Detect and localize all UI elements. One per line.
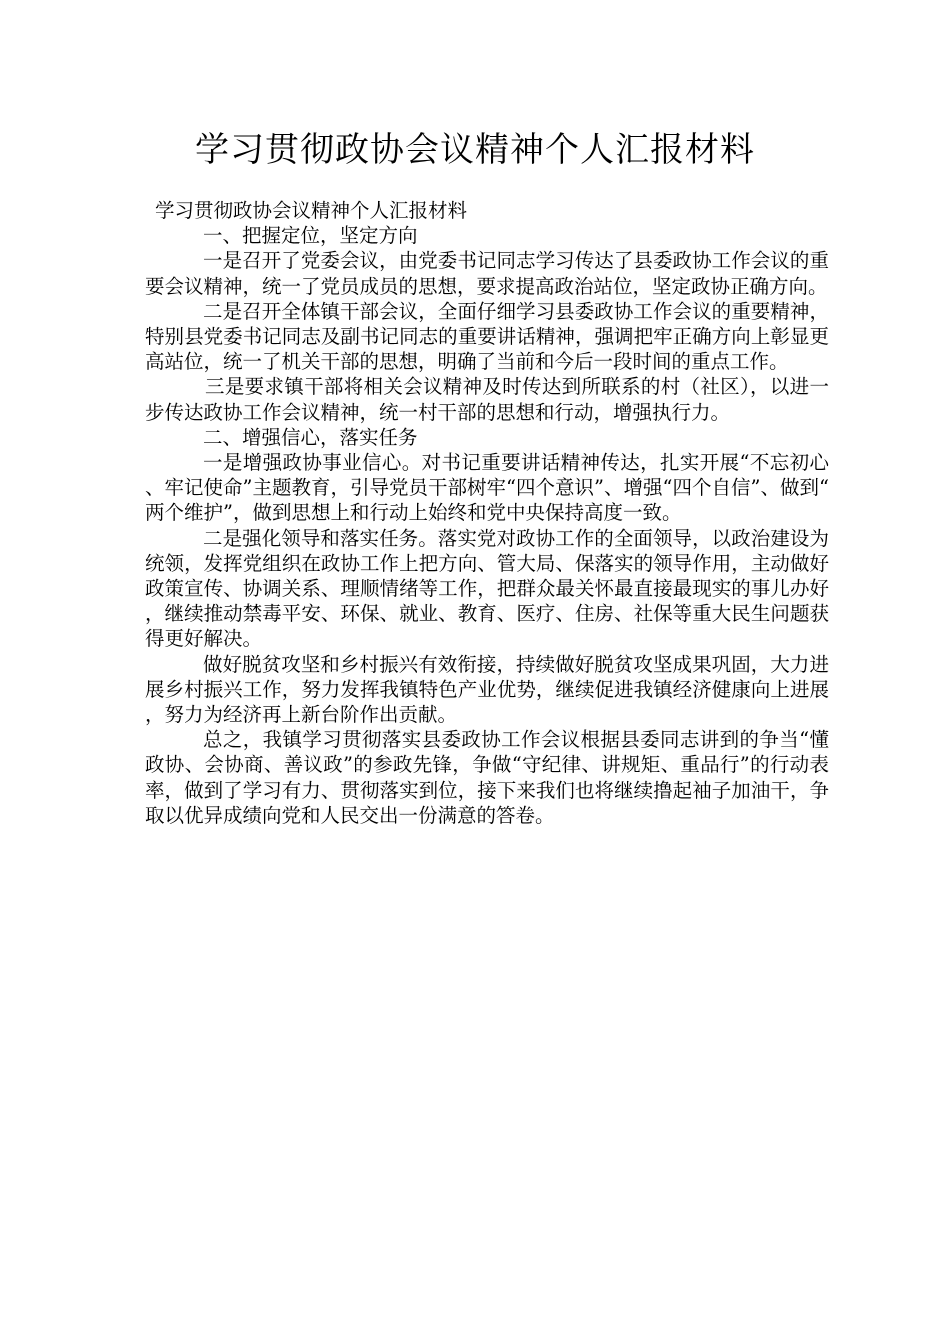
section-heading-1: 一、把握定位，坚定方向 [203,224,418,248]
document-subtitle: 学习贯彻政协会议精神个人汇报材料 [155,199,468,222]
paragraph-5: 二是强化领导和落实任务。落实党对政协工作的全面领导，以政治建设为统领，发挥党组织在政协工作上把方向、管大局、保落实的领导作用，主动做好政策宣传、协调关系、理顺情绪等工作，把群众最关怀最直接最现实的事儿办好，继续推动禁毒平安、环保、就业、教育、医疗、住房、社保等重大民生问题获得更好解决。 [145,526,829,651]
section-heading-2: 二、增强信心，落实任务 [203,425,418,449]
paragraph-1: 一是召开了党委会议，由党委书记同志学习传达了县委政协工作会议的重要会议精神，统一了党员成员的思想，要求提高政治站位，坚定政协正确方向。 [145,249,829,298]
paragraph-6: 做好脱贫攻坚和乡村振兴有效衔接，持续做好脱贫攻坚成果巩固，大力进展乡村振兴工作，努力发挥我镇特色产业优势，继续促进我镇经济健康向上进展，努力为经济再上新台阶作出贡献。 [145,652,829,727]
document-title: 学习贯彻政协会议精神个人汇报材料 [195,130,755,170]
paragraph-7: 总之，我镇学习贯彻落实县委政协工作会议根据县委同志讲到的争当“懂政协、会协商、善议政”的参政先锋，争做“守纪律、讲规矩、重品行”的行动表率，做到了学习有力、贯彻落实到位，接下来我们也将继续撸起袖子加油干，争取以优异成绩向党和人民交出一份满意的答卷。 [145,728,829,827]
paragraph-3: 三是要求镇干部将相关会议精神及时传达到所联系的村（社区），以进一步传达政协工作会议精神，统一村干部的思想和行动，增强执行力。 [145,375,829,424]
paragraph-2: 二是召开全体镇干部会议，全面仔细学习县委政协工作会议的重要精神，特别县党委书记同志及副书记同志的重要讲话精神，强调把牢正确方向上彰显更高站位，统一了机关干部的思想，明确了当前和今后一段时间的重点工作。 [145,299,829,374]
document-body [145,198,829,828]
paragraph-4: 一是增强政协事业信心。对书记重要讲话精神传达，扎实开展“不忘初心、牢记使命”主题教育，引导党员干部树牢“四个意识”、增强“四个自信”、做到“两个维护”，做到思想上和行动上始终和党中央保持高度一致。 [145,451,829,525]
